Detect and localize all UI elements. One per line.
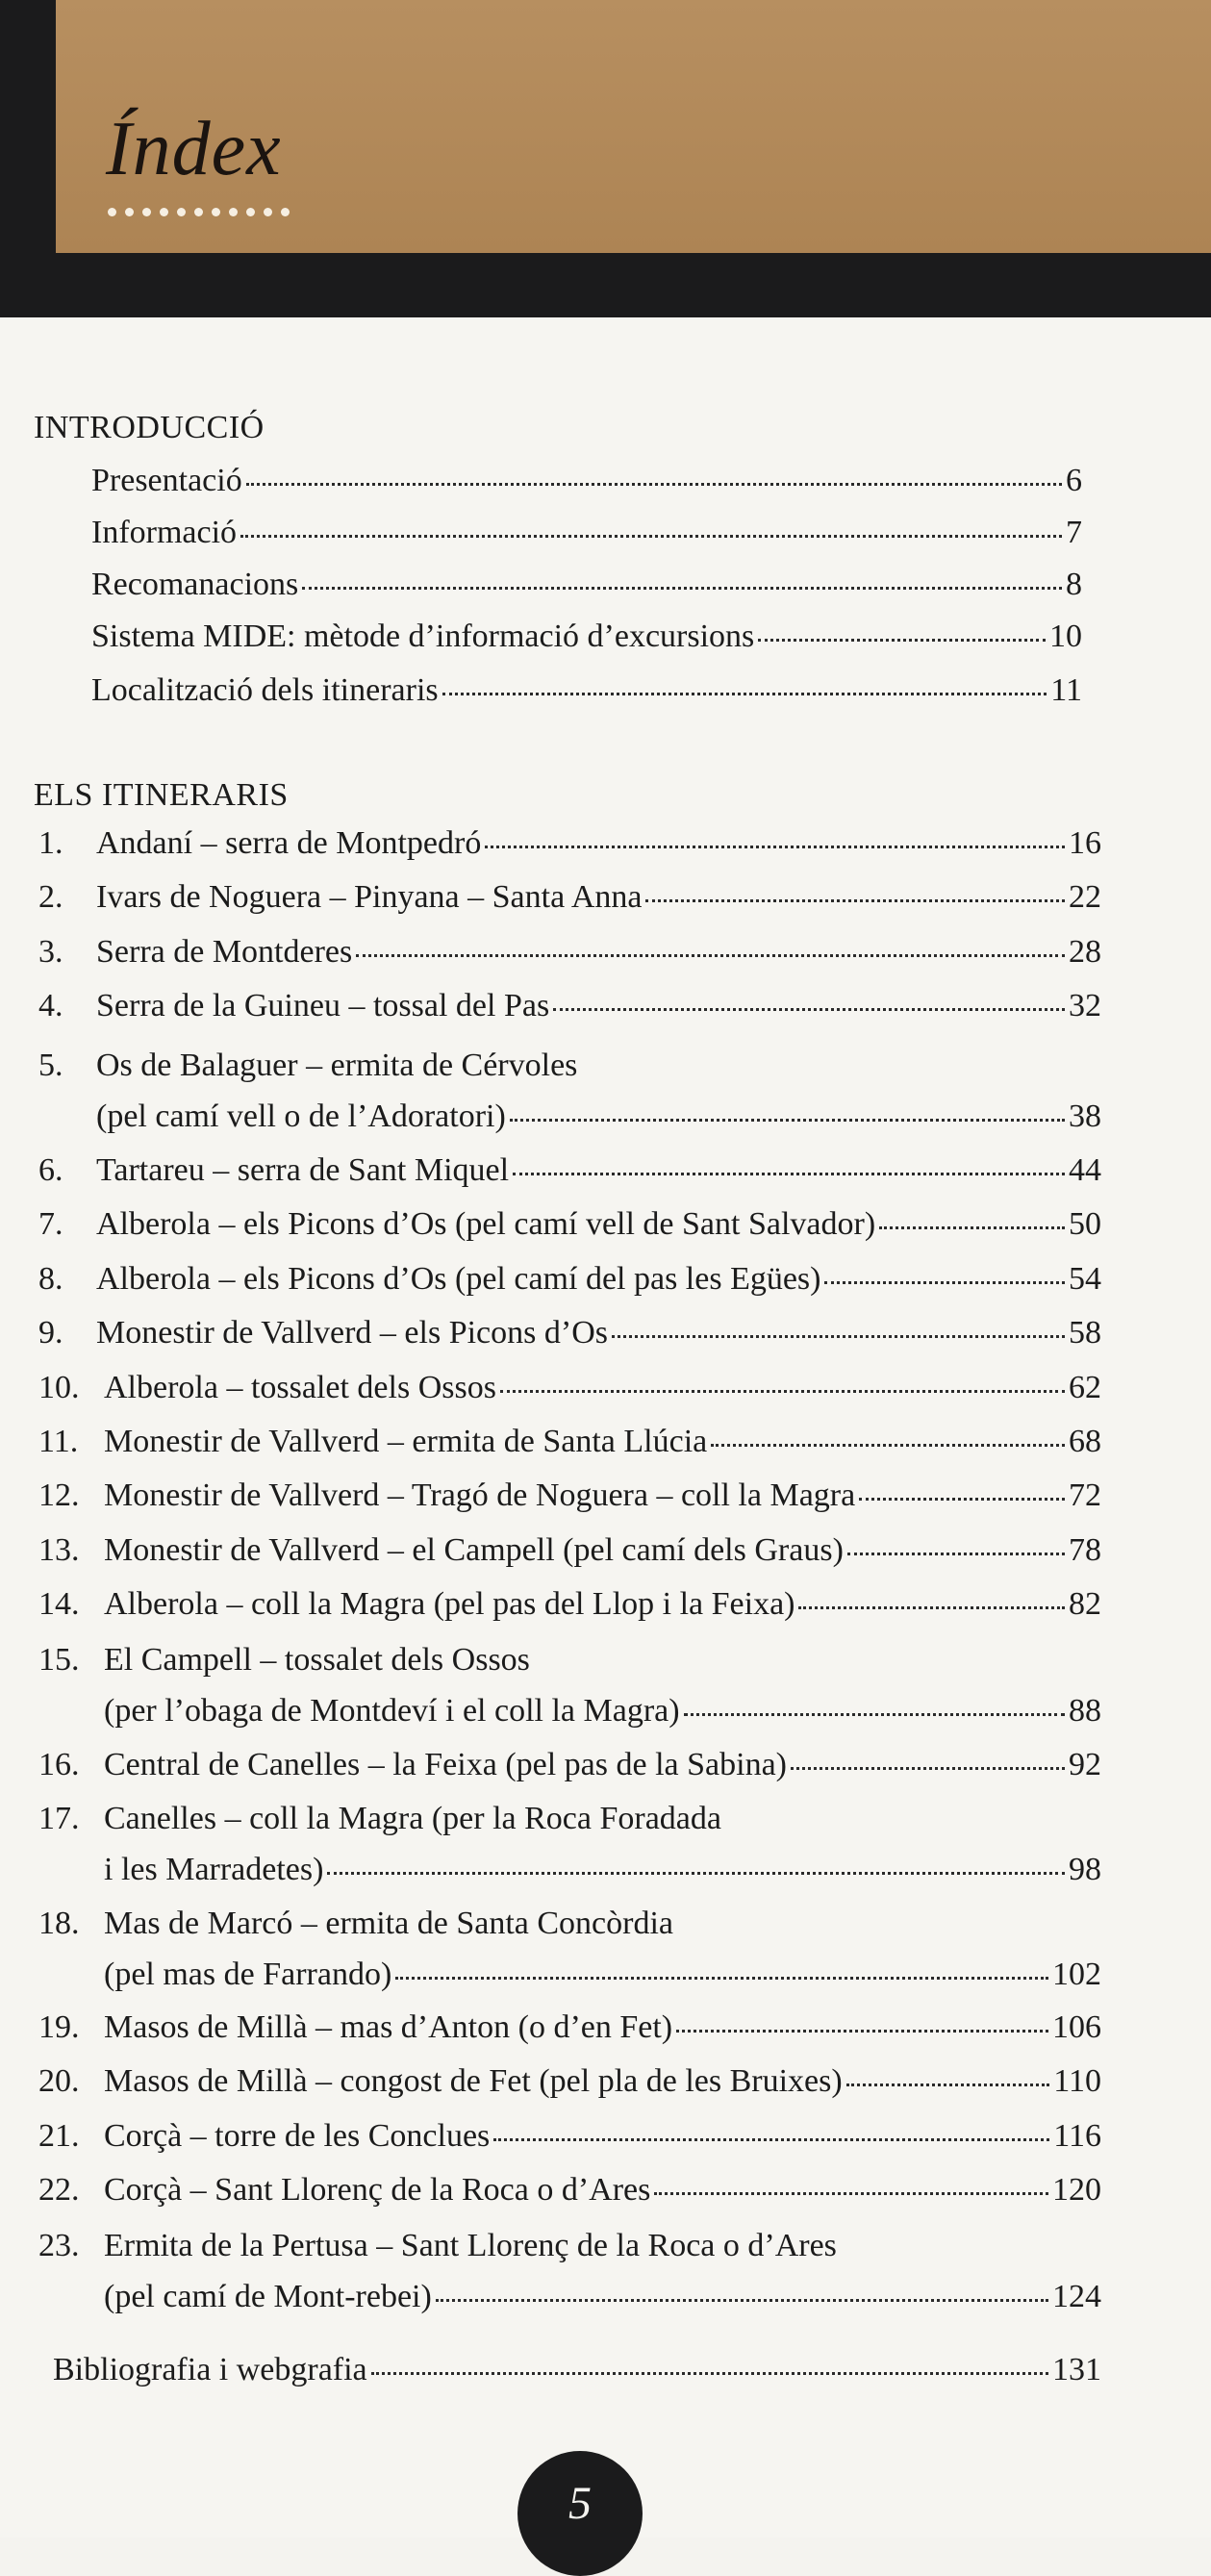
toc-entry-page: 124 [1052, 2279, 1101, 2314]
toc-entry[interactable] [38, 2228, 1101, 2314]
toc-entry-label: Recomanacions [91, 567, 299, 602]
toc-entry[interactable] [38, 2009, 1101, 2045]
dot-leader [356, 954, 1065, 957]
toc-entry[interactable] [91, 517, 1082, 549]
toc-entry[interactable] [38, 1642, 1101, 1729]
toc-entry-number: 4. [38, 988, 63, 1023]
toc-entry-label: Alberola – els Picons d’Os (pel camí vell de Sant Salvador) [96, 1206, 876, 1242]
dot-leader [371, 2372, 1048, 2375]
toc-entry-number: 13. [38, 1532, 80, 1568]
dot-leader [676, 2030, 1048, 2033]
toc-entry[interactable] [38, 1315, 1101, 1351]
toc-entry-number: 16. [38, 1747, 80, 1782]
toc-entry-page: 7 [1066, 515, 1082, 550]
toc-entry-page: 62 [1069, 1370, 1101, 1405]
dot-leader [485, 846, 1065, 848]
dot-leader [758, 639, 1046, 642]
toc-entry[interactable] [38, 879, 1101, 915]
toc-entry-number: 1. [38, 825, 63, 861]
toc-entry[interactable] [38, 934, 1101, 970]
toc-entry-label: Monestir de Vallverd – ermita de Santa Llúcia [104, 1424, 708, 1459]
dot-leader [859, 1498, 1065, 1501]
toc-entry[interactable] [38, 1370, 1101, 1405]
toc-entry[interactable] [38, 2063, 1101, 2099]
toc-entry[interactable] [38, 1747, 1101, 1782]
toc-entry[interactable] [91, 465, 1082, 497]
dot-leader [824, 1281, 1065, 1284]
toc-entry-label: Os de Balaguer – ermita de Cérvoles [96, 1048, 578, 1083]
toc-entry-label: Tartareu – serra de Sant Miquel [96, 1152, 510, 1188]
toc-entry-label: Monestir de Vallverd – el Campell (pel camí dels Graus) [104, 1532, 844, 1568]
toc-entry[interactable] [38, 1424, 1101, 1459]
toc-entry-number: 11. [38, 1424, 79, 1459]
toc-entry-label: Central de Canelles – la Feixa (pel pas de la Sabina) [104, 1747, 787, 1782]
toc-entry-label: Alberola – coll la Magra (pel pas del Llop i la Feixa) [104, 1586, 795, 1622]
toc-entry-label: Canelles – coll la Magra (per la Roca Foradada [104, 1801, 721, 1836]
toc-entry-page: 32 [1069, 988, 1101, 1023]
toc-entry-page: 92 [1069, 1747, 1101, 1782]
dot-leader [711, 1444, 1065, 1447]
page-number-badge [517, 2451, 643, 2576]
toc-entry-page: 44 [1069, 1152, 1101, 1188]
toc-entry-label: Ivars de Noguera – Pinyana – Santa Anna [96, 879, 643, 915]
toc-entry-label: Localització dels itineraris [91, 672, 439, 708]
toc-entry-label: Monestir de Vallverd – els Picons d’Os [96, 1315, 608, 1351]
header-dark-strip [0, 253, 1211, 317]
toc-entry[interactable] [38, 2172, 1101, 2208]
dot-leader [327, 1872, 1065, 1875]
toc-entry-label: Serra de Montderes [96, 934, 353, 970]
toc-entry-number: 14. [38, 1586, 80, 1622]
dot-leader [302, 587, 1062, 590]
toc-entry-page: 11 [1050, 672, 1082, 708]
toc-entry-page: 116 [1053, 2118, 1101, 2154]
toc-entry-number: 5. [38, 1048, 63, 1083]
toc-entry-label: Masos de Millà – mas d’Anton (o d’en Fet) [104, 2009, 673, 2045]
toc-entry-page: 10 [1049, 619, 1082, 654]
toc-entry-label: Alberola – els Picons d’Os (pel camí del pas les Egües) [96, 1261, 821, 1297]
toc-entry[interactable] [38, 1048, 1101, 1134]
toc-entry-number: 23. [38, 2228, 80, 2263]
dot-leader [553, 1008, 1065, 1011]
toc-entry[interactable] [38, 1206, 1101, 1242]
toc-entry[interactable] [38, 1261, 1101, 1297]
dot-leader [798, 1606, 1065, 1609]
toc-entry-page: 16 [1069, 825, 1101, 861]
toc-entry-number: 17. [38, 1801, 80, 1836]
toc-entry-page: 54 [1069, 1261, 1101, 1297]
toc-entry-label-continued: (pel camí vell o de l’Adoratori) [96, 1099, 506, 1134]
dot-leader [395, 1977, 1048, 1980]
toc-entry[interactable] [38, 1532, 1101, 1568]
toc-entry[interactable] [38, 988, 1101, 1023]
toc-entry[interactable] [38, 1477, 1101, 1513]
toc-entry-page: 72 [1069, 1477, 1101, 1513]
dot-leader [612, 1335, 1065, 1338]
toc-entry-number: 12. [38, 1477, 80, 1513]
toc-entry-number: 19. [38, 2009, 80, 2045]
page-title: Índex [106, 107, 282, 191]
toc-entry[interactable] [91, 674, 1082, 707]
toc-entry-page: 8 [1066, 567, 1082, 602]
dot-leader [847, 1553, 1065, 1555]
dot-leader [879, 1226, 1065, 1229]
toc-entry-number: 10. [38, 1370, 80, 1405]
dot-leader [500, 1390, 1065, 1393]
toc-entry-number: 18. [38, 1906, 80, 1941]
toc-entry[interactable] [91, 620, 1082, 653]
dot-leader [246, 483, 1062, 486]
toc-entry[interactable] [91, 568, 1082, 601]
toc-entry-number: 8. [38, 1261, 63, 1297]
dot-leader [436, 2299, 1048, 2302]
toc-entry-number: 9. [38, 1315, 63, 1351]
toc-entry-page: 28 [1069, 934, 1101, 970]
toc-entry-page: 82 [1069, 1586, 1101, 1622]
toc-entry-page: 98 [1069, 1852, 1101, 1887]
toc-entry-number: 20. [38, 2063, 80, 2099]
toc-entry[interactable] [38, 1152, 1101, 1188]
toc-entry-label: El Campell – tossalet dels Ossos [104, 1642, 530, 1678]
dot-leader [493, 2138, 1049, 2141]
dot-leader [654, 2192, 1048, 2195]
toc-entry-number: 2. [38, 879, 63, 915]
toc-entry-page: 38 [1069, 1099, 1101, 1134]
dot-leader [510, 1119, 1065, 1122]
toc-entry-label: Masos de Millà – congost de Fet (pel pla de les Bruixes) [104, 2063, 843, 2099]
toc-entry-page: 58 [1069, 1315, 1101, 1351]
dot-leader [846, 2084, 1050, 2086]
section-heading-itineraris: ELS ITINERARIS [34, 777, 289, 813]
dot-leader [513, 1173, 1065, 1175]
toc-entry-page: 88 [1069, 1693, 1101, 1729]
toc-entry-label: Alberola – tossalet dels Ossos [104, 1370, 496, 1405]
toc-entry-label: Ermita de la Pertusa – Sant Llorenç de la Roca o d’Ares [104, 2228, 837, 2263]
toc-entry-page: 110 [1053, 2063, 1101, 2099]
dot-leader [791, 1767, 1065, 1770]
toc-entry-label: Corçà – Sant Llorenç de la Roca o d’Ares [104, 2172, 651, 2208]
page-number: 5 [568, 2478, 592, 2529]
toc-entry-number: 22. [38, 2172, 80, 2208]
toc-entry-page: 6 [1066, 463, 1082, 498]
toc-entry[interactable] [38, 1906, 1101, 1992]
toc-entry-page: 50 [1069, 1206, 1101, 1242]
toc-entry-number: 15. [38, 1642, 80, 1678]
toc-entry-page: 106 [1052, 2009, 1101, 2045]
toc-entry-page: 131 [1052, 2352, 1101, 2387]
title-dots-ornament [108, 208, 290, 216]
toc-entry-label: Informació [91, 515, 238, 550]
toc-entry-bibliografia[interactable] [53, 2354, 1101, 2387]
toc-entry-page: 68 [1069, 1424, 1101, 1459]
toc-entry-label: Presentació [91, 463, 242, 498]
dot-leader [645, 899, 1065, 902]
toc-entry-number: 3. [38, 934, 63, 970]
toc-entry-label: Mas de Marcó – ermita de Santa Concòrdia [104, 1906, 673, 1941]
toc-entry-label: Bibliografia i webgrafia [53, 2352, 367, 2387]
toc-entry-label: Corçà – torre de les Conclues [104, 2118, 491, 2154]
toc-entry-label: Andaní – serra de Montpedró [96, 825, 482, 861]
toc-entry[interactable] [38, 2118, 1101, 2154]
dot-leader [240, 535, 1062, 538]
toc-entry-number: 21. [38, 2118, 80, 2154]
toc-entry-page: 78 [1069, 1532, 1101, 1568]
toc-entry-label: Serra de la Guineu – tossal del Pas [96, 988, 550, 1023]
toc-entry-number: 6. [38, 1152, 63, 1188]
toc-entry-label: Monestir de Vallverd – Tragó de Noguera – coll la Magra [104, 1477, 856, 1513]
toc-entry-page: 22 [1069, 879, 1101, 915]
toc-entry-page: 120 [1052, 2172, 1101, 2208]
dot-leader [442, 693, 1047, 695]
toc-entry-label-continued: (per l’obaga de Montdeví i el coll la Magra) [104, 1693, 680, 1729]
toc-entry[interactable] [38, 825, 1101, 861]
section-heading-introduccio: INTRODUCCIÓ [34, 410, 265, 445]
dot-leader [684, 1713, 1065, 1716]
toc-entry-page: 102 [1052, 1957, 1101, 1992]
toc-entry-label-continued: i les Marradetes) [104, 1852, 324, 1887]
toc-entry[interactable] [38, 1801, 1101, 1887]
toc-entry-label-continued: (pel mas de Farrando) [104, 1957, 392, 1992]
toc-entry-label: Sistema MIDE: mètode d’informació d’excursions [91, 619, 755, 654]
toc-entry[interactable] [38, 1586, 1101, 1622]
toc-entry-label-continued: (pel camí de Mont-rebei) [104, 2279, 432, 2314]
toc-entry-number: 7. [38, 1206, 63, 1242]
